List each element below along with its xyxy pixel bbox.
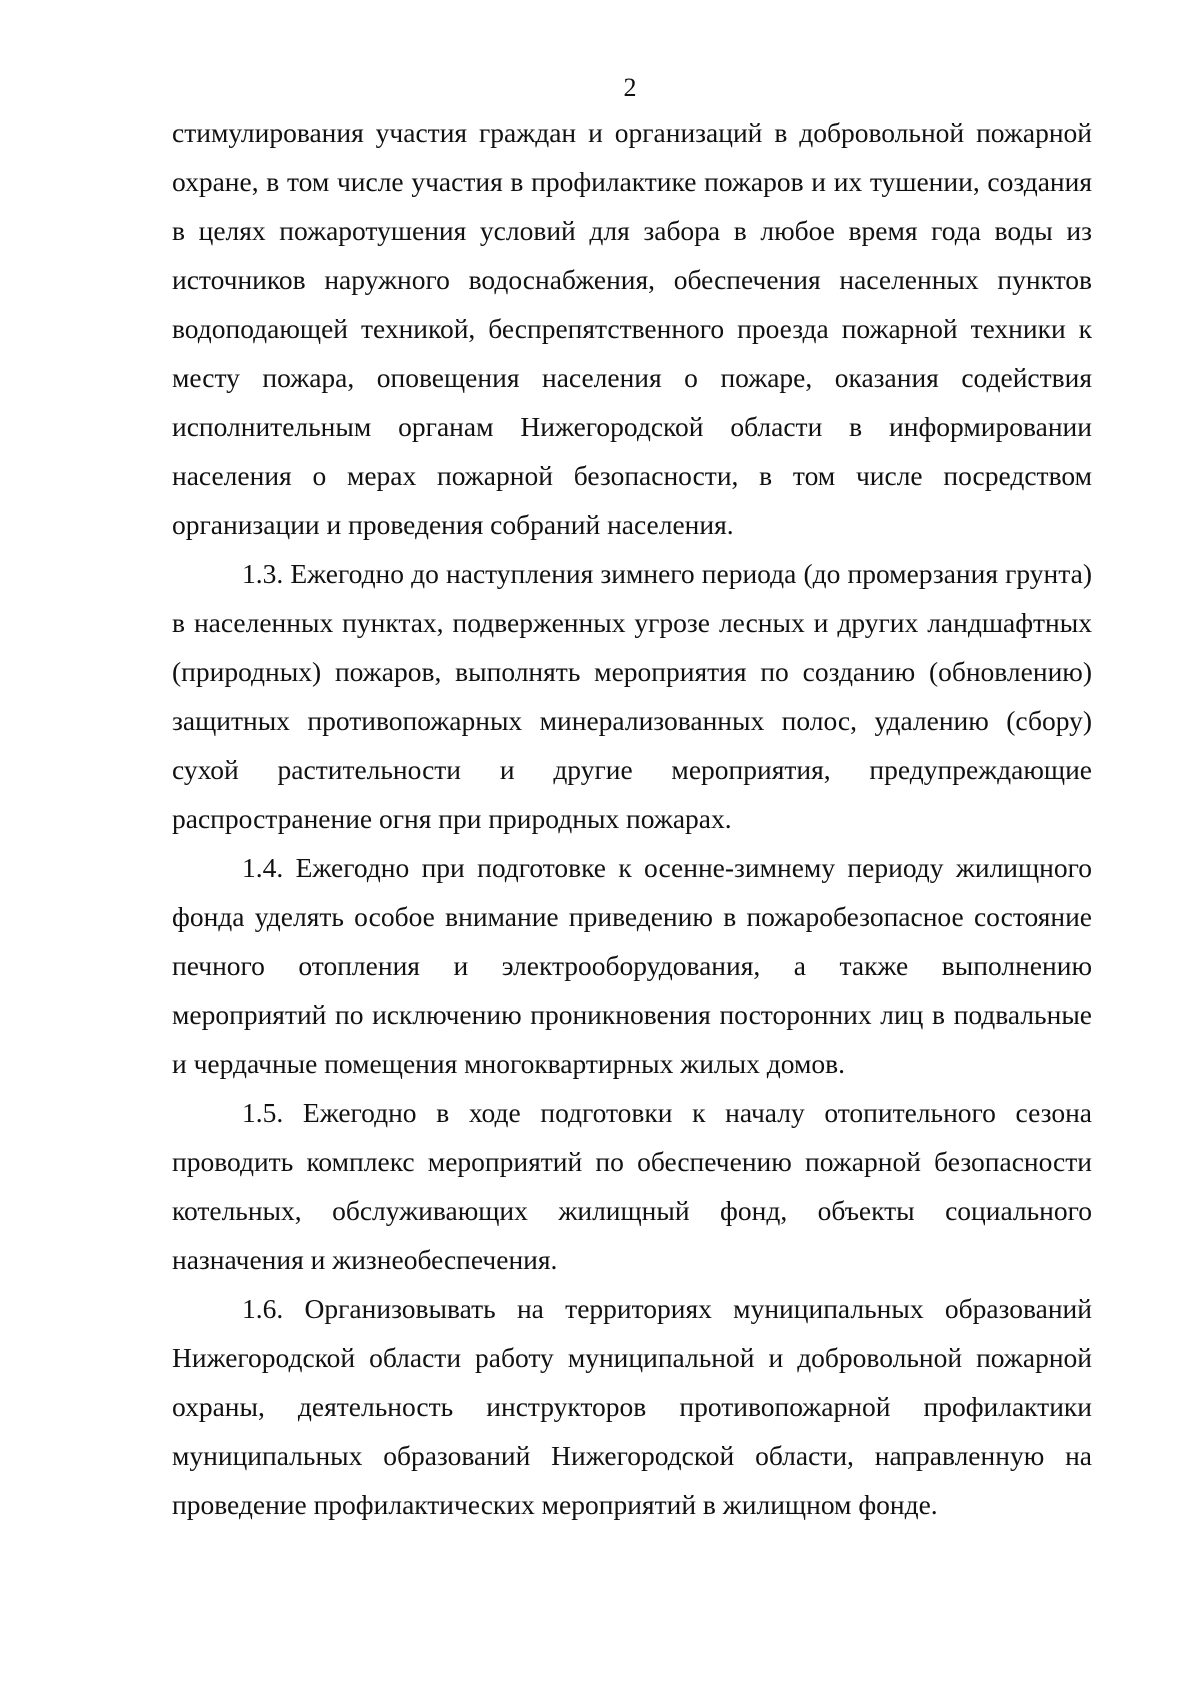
- paragraph-1-4: 1.4. Ежегодно при подготовке к осенне-зимнему периоду жилищного фонда уделять особое внимание приведению в пожаробезопасное состояние печного отопления и электрооборудования, а также выполнению мероприятий по исключению проникновения посторонних лиц в подвальные и чердачные помещения многоквартирных жилых домов.: [172, 852, 1092, 1079]
- paragraph-1-5: 1.5. Ежегодно в ходе подготовки к началу отопительного сезона проводить комплекс мероприятий по обеспечению пожарной безопасности котельных, обслуживающих жилищный фонд, объекты социального назначения и жизнеобеспечения.: [172, 1097, 1092, 1275]
- paragraph-1-6: 1.6. Организовывать на территориях муниципальных образований Нижегородской области работу муниципальной и добровольной пожарной охраны, деятельность инструкторов противопожарной профилактики муниципальных образований Нижегородской области, направленную на проведение профилактических мероприятий в жилищном фонде.: [172, 1293, 1092, 1520]
- paragraph-continuation: стимулирования участия граждан и организаций в добровольной пожарной охране, в том числе участия в профилактике пожаров и их тушении, создания в целях пожаротушения условий для забора в любое время года воды из источников наружного водоснабжения, обеспечения населенных пунктов водоподающей техникой, беспрепятственного проезда пожарной техники к месту пожара, оповещения населения о пожаре, оказания содействия исполнительным органам Нижегородской области в информировании населения о мерах пожарной безопасности, в том числе посредством организации и проведения собраний населения.: [172, 117, 1092, 540]
- page-number: 2: [623, 73, 637, 102]
- paragraph-1-3: 1.3. Ежегодно до наступления зимнего периода (до промерзания грунта) в населенных пунктах, подверженных угрозе лесных и других ландшафтных (природных) пожаров, выполнять мероприятия по созданию (обновлению) защитных противопожарных минерализованных полос, удалению (сбору) сухой растительности и другие мероприятия, предупреждающие распространение огня при природных пожарах.: [172, 558, 1092, 834]
- document-body: [172, 108, 1092, 1529]
